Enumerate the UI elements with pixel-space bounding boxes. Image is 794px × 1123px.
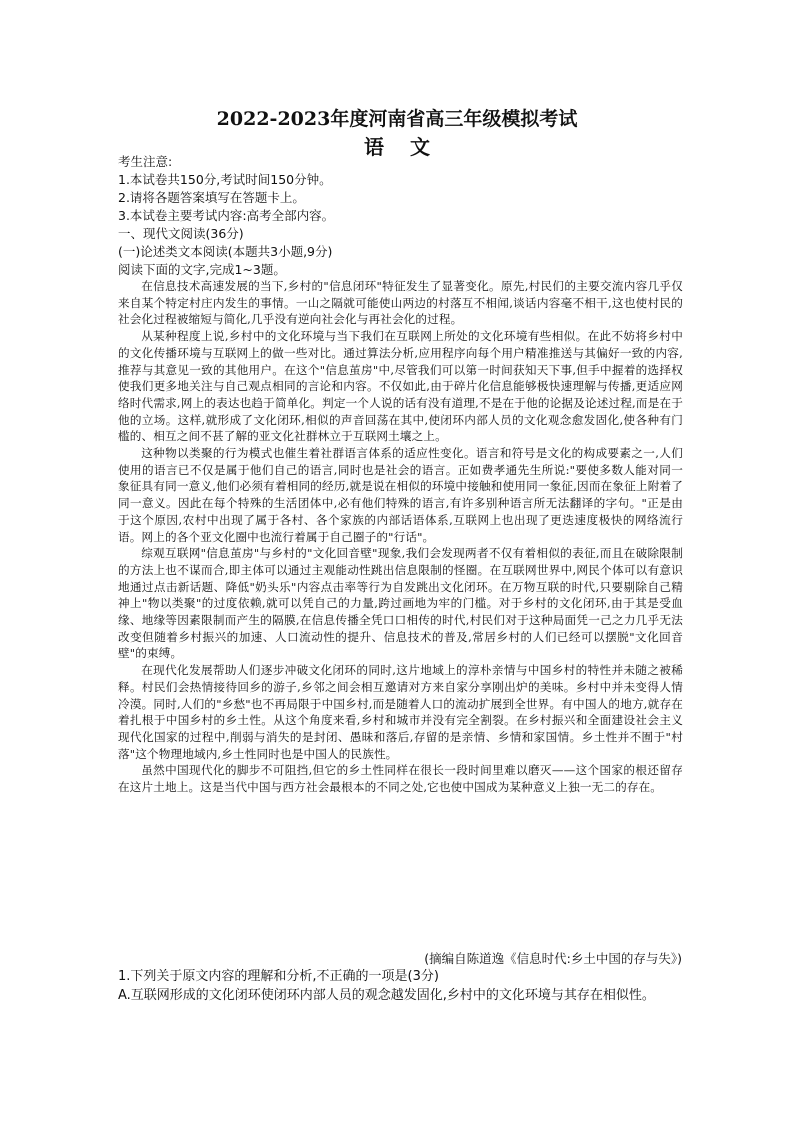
passage-paragraph-5: 在现代化发展帮助人们逐步冲破文化闭环的同时,这片地域上的淳朴亲情与中国乡村的特性并未随之被稀释。村民们会热情接待回乡的游子,乡邻之间会相互邀请对方来自家分享刚出炉的美味。乡村中并未变得人情冷漠。同时,人们的"乡愁"也不再局限于中国乡村,而是随着人口的流动扩展到全世界。有中国人的地方,就存在着扎根于中国乡村的乡土性。从这个角度来看,乡村和城市并没有完全割裂。在乡村振兴和全面建设社会主义现代化国家的过程中,削弱与消失的是封闭、愚昧和落后,存留的是亲情、乡情和家国情。乡土性并不囿于"村落"这个物理地域内,乡土性同时也是中国人的民族性。 [118,663,683,761]
passage-source: (摘编自陈道逸《信息时代:乡土中国的存与失》) [424,951,682,966]
passage-paragraph-2: 从某种程度上说,乡村中的文化环境与当下我们在互联网上所处的文化环境有些相似。在此不妨将乡村中的文化传播环境与互联网上的做一些对比。通过算法分析,应用程序向每个用户精准推送与其偏好一致的内容,推荐与其意见一致的其他用户。在这个"信息茧房"中,尽管我们可以第一时间获知天下事,但手中握着的选择权使我们更多地关注与自己观点相同的言论和内容。不仅如此,由于碎片化信息能够极快速理解与传播,更适应网络时代需求,网上的表达也趋于简单化。判定一个人说的话有没有道理,不是在于他的论据及论述过程,而是在于他的立场。这样,就形成了文化闭环,相似的声音回荡在其中,使闭环内部人员的文化观念愈发固化,使各种有门槛的、相互之间不甚了解的亚文化社群林立于互联网土壤之上。 [118,329,683,444]
reading-passage [118,278,683,796]
question-1-option-a: A.互联网形成的文化闭环使闭环内部人员的观念越发固化,乡村中的文化环境与其存在相似性。 [118,988,655,1003]
section-heading: 一、现代文阅读(36分) [118,226,244,241]
section-subheading: (一)论述类文本阅读(本题共3小题,9分) [118,244,333,259]
reading-instruction: 阅读下面的文字,完成1~3题。 [118,262,286,277]
passage-paragraph-3: 这种物以类聚的行为模式也催生着社群语言体系的适应性变化。语言和符号是文化的构成要素之一,人们使用的语言已不仅是属于他们自己的语言,同时也是社会的语言。正如费孝通先生所说:"要使多数人能对同一象征具有同一意义,他们必须有着相同的经历,就是说在相似的环境中接触和使用同一象征,因而在象征上附着了同一意义。因此在每个特殊的生活团体中,必有他们特殊的语言,有许多别种语言所无法翻译的字句。"正是由于这个原因,农村中出现了属于各村、各个家族的内部话语体系,互联网上也出现了更迭速度极快的网络流行语。网上的各个亚文化圈中也流行着属于自己圈子的"行话"。 [118,446,683,544]
note-item-3: 3.本试卷主要考试内容:高考全部内容。 [118,208,335,223]
note-item-1: 1.本试卷共150分,考试时间150分钟。 [118,172,332,187]
question-1: 1.下列关于原文内容的理解和分析,不正确的一项是(3分) [118,969,439,984]
notes-heading: 考生注意: [118,154,173,169]
passage-paragraph-6: 虽然中国现代化的脚步不可阻挡,但它的乡土性同样在很长一段时间里难以磨灭——这个国家的根还留存在这片土地上。这是当代中国与西方社会最根本的不同之处,它也使中国成为某种意义上独一无二的存在。 [118,763,683,795]
subject-title: 语文 [364,135,456,159]
exam-title: 2022-2023年度河南省高三年级模拟考试 [216,108,578,130]
note-item-2: 2.请将各题答案填写在答题卡上。 [118,190,305,205]
passage-paragraph-1: 在信息技术高速发展的当下,乡村的"信息闭环"特征发生了显著变化。原先,村民们的主要交流内容几乎仅来自某个特定村庄内发生的事情。一山之隔就可能使山两边的村落互不相闻,谈话内容毫不相干,这也使村民的社会化过程被缩短与简化,几乎没有逆向社会化与再社会化的过程。 [118,279,683,327]
passage-paragraph-4: 综观互联网"信息茧房"与乡村的"文化回音壁"现象,我们会发现两者不仅有着相似的表征,而且在破除限制的方法上也不谋而合,即主体可以通过主观能动性跳出信息限制的怪圈。在互联网世界中,网民个体可以有意识地通过点击新话题、降低"奶头乐"内容点击率等行为自发跳出文化闭环。在万物互联的时代,只要剔除自己精神上"物以类聚"的过度依赖,就可以凭自己的力量,跨过画地为牢的门槛。对于乡村的文化闭环,由于其是受血缘、地缘等因素限制而产生的隔膜,在信息传播全凭口口相传的时代,村民们对于这种局面凭一己之力几乎无法改变但随着乡村振兴的加速、人口流动性的提升、信息技术的普及,常居乡村的人们已经可以摆脱"文化回音壁"的束缚。 [118,546,683,661]
